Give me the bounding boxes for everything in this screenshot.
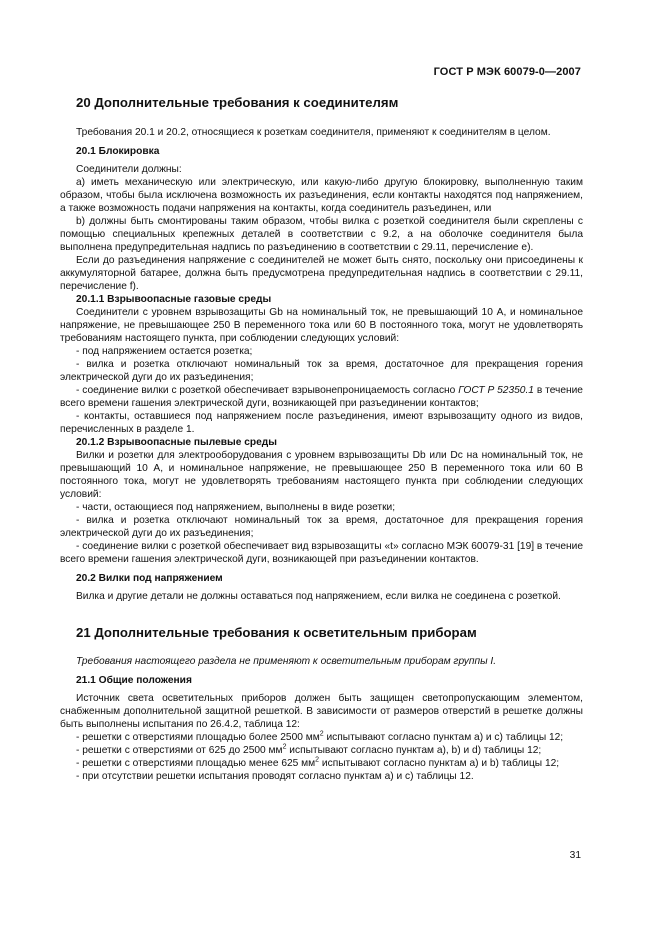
section-20-1-1-title: 20.1.1 Взрывоопасные газовые среды	[76, 294, 272, 305]
superscript: 2	[315, 756, 320, 764]
list-item-text: испытывают согласно пунктам a), b) и d) таблицы 12;	[286, 745, 542, 756]
list-item: - вилка и розетка отключают номинальный ток за время, достаточное для прекращения горения электрической дуги до их разъединения;	[60, 359, 583, 383]
list-item-text: - решетки с отверстиями площадью более 2500 мм	[76, 732, 320, 743]
section-20-title: 20 Дополнительные требования к соединителям	[76, 95, 399, 110]
list-item	[60, 731, 583, 744]
paragraph: Вилка и другие детали не должны оставаться под напряжением, если вилка не соединена с розеткой.	[76, 591, 561, 602]
italic-note: Требования настоящего раздела не применяют к осветительным приборам группы I.	[76, 656, 497, 667]
list-item: - вилка и розетка отключают номинальный ток за время, достаточное для прекращения горения электрической дуги до их разъединения;	[60, 515, 583, 539]
list-item-a: a) иметь механическую или электрическую, или какую-либо другую блокировку, выполненную таким образом, чтобы была исключена возможность их разъединения, если контакты находятся под напряжением, а также возможность подачи напряжения на контакты, когда соединитель разъединен, или	[60, 177, 583, 214]
section-20-intro: Требования 20.1 и 20.2, относящиеся к розеткам соединителя, применяют к соединителям в целом.	[76, 127, 551, 138]
page-number: 31	[569, 850, 581, 861]
list-item-text: - решетки с отверстиями от 625 до 2500 мм	[76, 745, 283, 756]
list-item	[60, 744, 583, 757]
list-item-text: испытывают согласно пунктам a) и b) таблицы 12;	[319, 758, 560, 769]
paragraph: Вилки и розетки для электрооборудования с уровнем взрывозащиты Db или Dc на номинальный ток, не превышающий 10 А, и номинальное напряжение, не превышающее 250 В переменного тока или 60 В постоянного тока, могут не удовлетворять требованиям настоящего пункта при соблюдении следующих условий:	[60, 450, 583, 500]
list-item-b: b) должны быть смонтированы таким образом, чтобы вилка с розеткой соединителя были скреплены с помощью специальных крепежных деталей в соответствии с 9.2, а на оболочке соединителя была выполнена предупредительная надпись по разъединению в соответствии с 29.11, перечисление e).	[60, 216, 583, 253]
superscript: 2	[282, 743, 287, 751]
list-item: - части, остающиеся под напряжением, выполнены в виде розетки;	[76, 502, 396, 513]
section-21-intro	[60, 655, 583, 668]
paragraph: Если до разъединения напряжение с соединителей не может быть снято, поскольку они присоединены к аккумуляторной батарее, должна быть предусмотрена предупредительная надпись в соответствии с 29.11, перечисление f).	[60, 255, 583, 292]
page-body	[60, 94, 583, 783]
list-item: - при отсутствии решетки испытания проводят согласно пунктам a) и c) таблицы 12.	[76, 771, 474, 782]
section-20-1-2-title: 20.1.2 Взрывоопасные пылевые среды	[76, 437, 277, 448]
paragraph: Соединители с уровнем взрывозащиты Gb на номинальный ток, не превышающий 10 А, и номинальное напряжение, не превышающее 250 В переменного тока или 60 В постоянного тока, могут не удовлетворять требованиям настоящего пункта, при соблюдении следующих условий:	[60, 307, 583, 344]
paragraph: Источник света осветительных приборов должен быть защищен светопропускающим элементом, снабженным дополнительной защитной решеткой. В зависимости от размеров отверстий в решетке должны быть выполнены испытания по 26.4.2, таблица 12:	[60, 693, 583, 730]
section-20-1-title: 20.1 Блокировка	[76, 146, 160, 157]
list-item	[60, 384, 583, 410]
section-21-title: 21 Дополнительные требования к осветительным приборам	[76, 625, 477, 640]
section-21-1-title: 21.1 Общие положения	[76, 675, 192, 686]
superscript: 2	[319, 730, 324, 738]
section-20-2-title: 20.2 Вилки под напряжением	[76, 573, 223, 584]
list-item: - контакты, оставшиеся под напряжением после разъединения, имеют взрывозащиту одного из видов, перечисленных в разделе 1.	[60, 411, 583, 435]
list-item-text: - решетки с отверстиями площадью менее 625 мм	[76, 758, 316, 769]
document-id: ГОСТ Р МЭК 60079-0—2007	[433, 66, 581, 78]
standard-reference: ГОСТ Р 52350.1	[458, 385, 534, 396]
list-item-text: испытывают согласно пунктам a) и c) таблицы 12;	[323, 732, 564, 743]
list-item-text: - соединение вилки с розеткой обеспечивает взрывонепроницаемость согласно	[76, 385, 459, 396]
list-item-text: в течение всего времени гашения электрической дуги, возникающей при разъединении контактов;	[60, 385, 583, 409]
paragraph: Соединители должны:	[76, 164, 182, 175]
list-item	[60, 757, 583, 770]
list-item: - под напряжением остается розетка;	[76, 346, 253, 357]
list-item: - соединение вилки с розеткой обеспечивает вид взрывозащиты «t» согласно МЭК 60079-31 [19] в течение всего времени гашения электрической дуги, возникающей при разъединении контактов.	[60, 541, 583, 565]
